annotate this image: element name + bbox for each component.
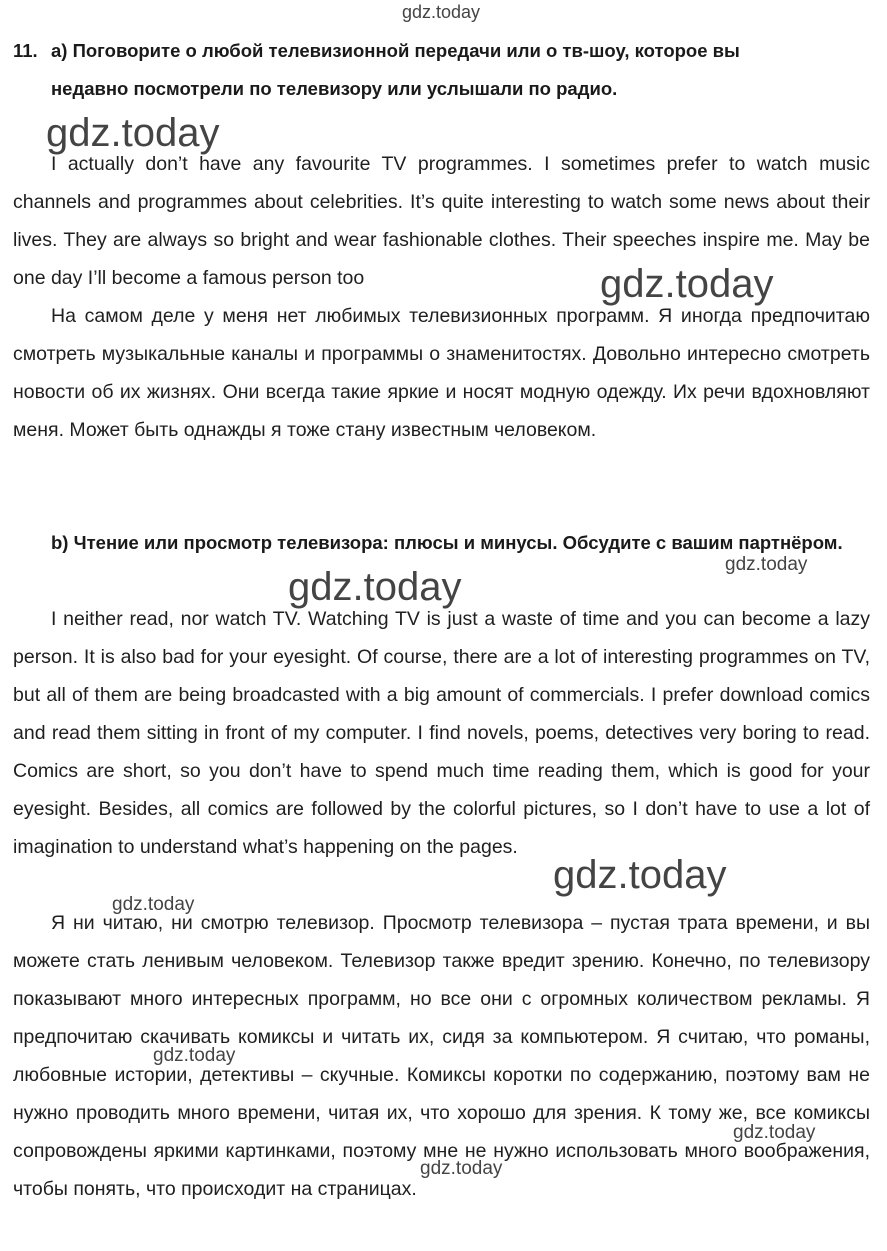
task-a-heading-line1: a) Поговорите о любой телевизионной передачи или о тв-шоу, которое вы <box>51 40 740 61</box>
watermark: gdz.today <box>288 565 462 609</box>
watermark: gdz.today <box>420 1158 503 1179</box>
watermark: gdz.today <box>600 262 774 306</box>
watermark: gdz.today <box>46 111 220 155</box>
watermark: gdz.today <box>553 853 727 897</box>
paragraph: I actually don’t have any favourite TV programmes. I sometimes prefer to watch music channels and programmes about celebrities. It’s quite interesting to watch some news about their lives. They are always so bright and wear fashionable clothes. Their speeches inspire me. May be one day I’ll become a famous person too <box>13 153 870 289</box>
task-a-english-text <box>13 145 870 297</box>
watermark-top: gdz.today <box>402 2 481 22</box>
watermark: gdz.today <box>733 1122 816 1143</box>
watermark: gdz.today <box>153 1045 236 1066</box>
task-a-russian-text <box>13 297 870 449</box>
task-a-heading-line2: недавно посмотрели по телевизору или услышали по радио. <box>51 78 618 99</box>
task-b-russian-text <box>13 904 870 1208</box>
watermark: gdz.today <box>112 894 195 915</box>
paragraph: На самом деле у меня нет любимых телевизионных программ. Я иногда предпочитаю смотреть музыкальные каналы и программы о знаменитостях. Довольно интересно смотреть новости об их жизнях. Они всегда такие яркие и носят модную одежду. Их речи вдохновляют меня. Может быть однажды я тоже стану известным человеком. <box>13 305 870 441</box>
task-a-heading <box>13 32 873 108</box>
task-b-english-text <box>13 600 870 866</box>
watermark: gdz.today <box>725 554 808 575</box>
task-b-heading: b) Чтение или просмотр телевизора: плюсы и минусы. Обсудите с вашим партнёром. <box>51 532 843 553</box>
paragraph: I neither read, nor watch TV. Watching TV is just a waste of time and you can become a lazy person. It is also bad for your eyesight. Of course, there are a lot of interesting programmes on TV, but all of them are being broadcasted with a big amount of commercials. I prefer download comics and read them sitting in front of my computer. I find novels, poems, detectives very boring to read. Comics are short, so you don’t have to spend much time reading them, which is good for your eyesight. Besides, all comics are followed by the colorful pictures, so I don’t have to use a lot of imagination to understand what’s happening on the pages. <box>13 608 870 858</box>
task-number: 11. <box>13 40 38 61</box>
paragraph: Я ни читаю, ни смотрю телевизор. Просмотр телевизора – пустая трата времени, и вы можете стать ленивым человеком. Телевизор также вредит зрению. Конечно, по телевизору показывают много интересных программ, но все они с огромных количеством рекламы. Я предпочитаю скачивать комиксы и читать их, сидя за компьютером. Я считаю, что романы, любовные истории, детективы – скучные. Комиксы коротки по содержанию, поэтому вам не нужно проводить много времени, читая их, что хорошо для зрения. К тому же, все комиксы сопровождены яркими картинками, поэтому мне не нужно использовать много воображения, чтобы понять, что происходит на страницах. <box>13 912 870 1200</box>
